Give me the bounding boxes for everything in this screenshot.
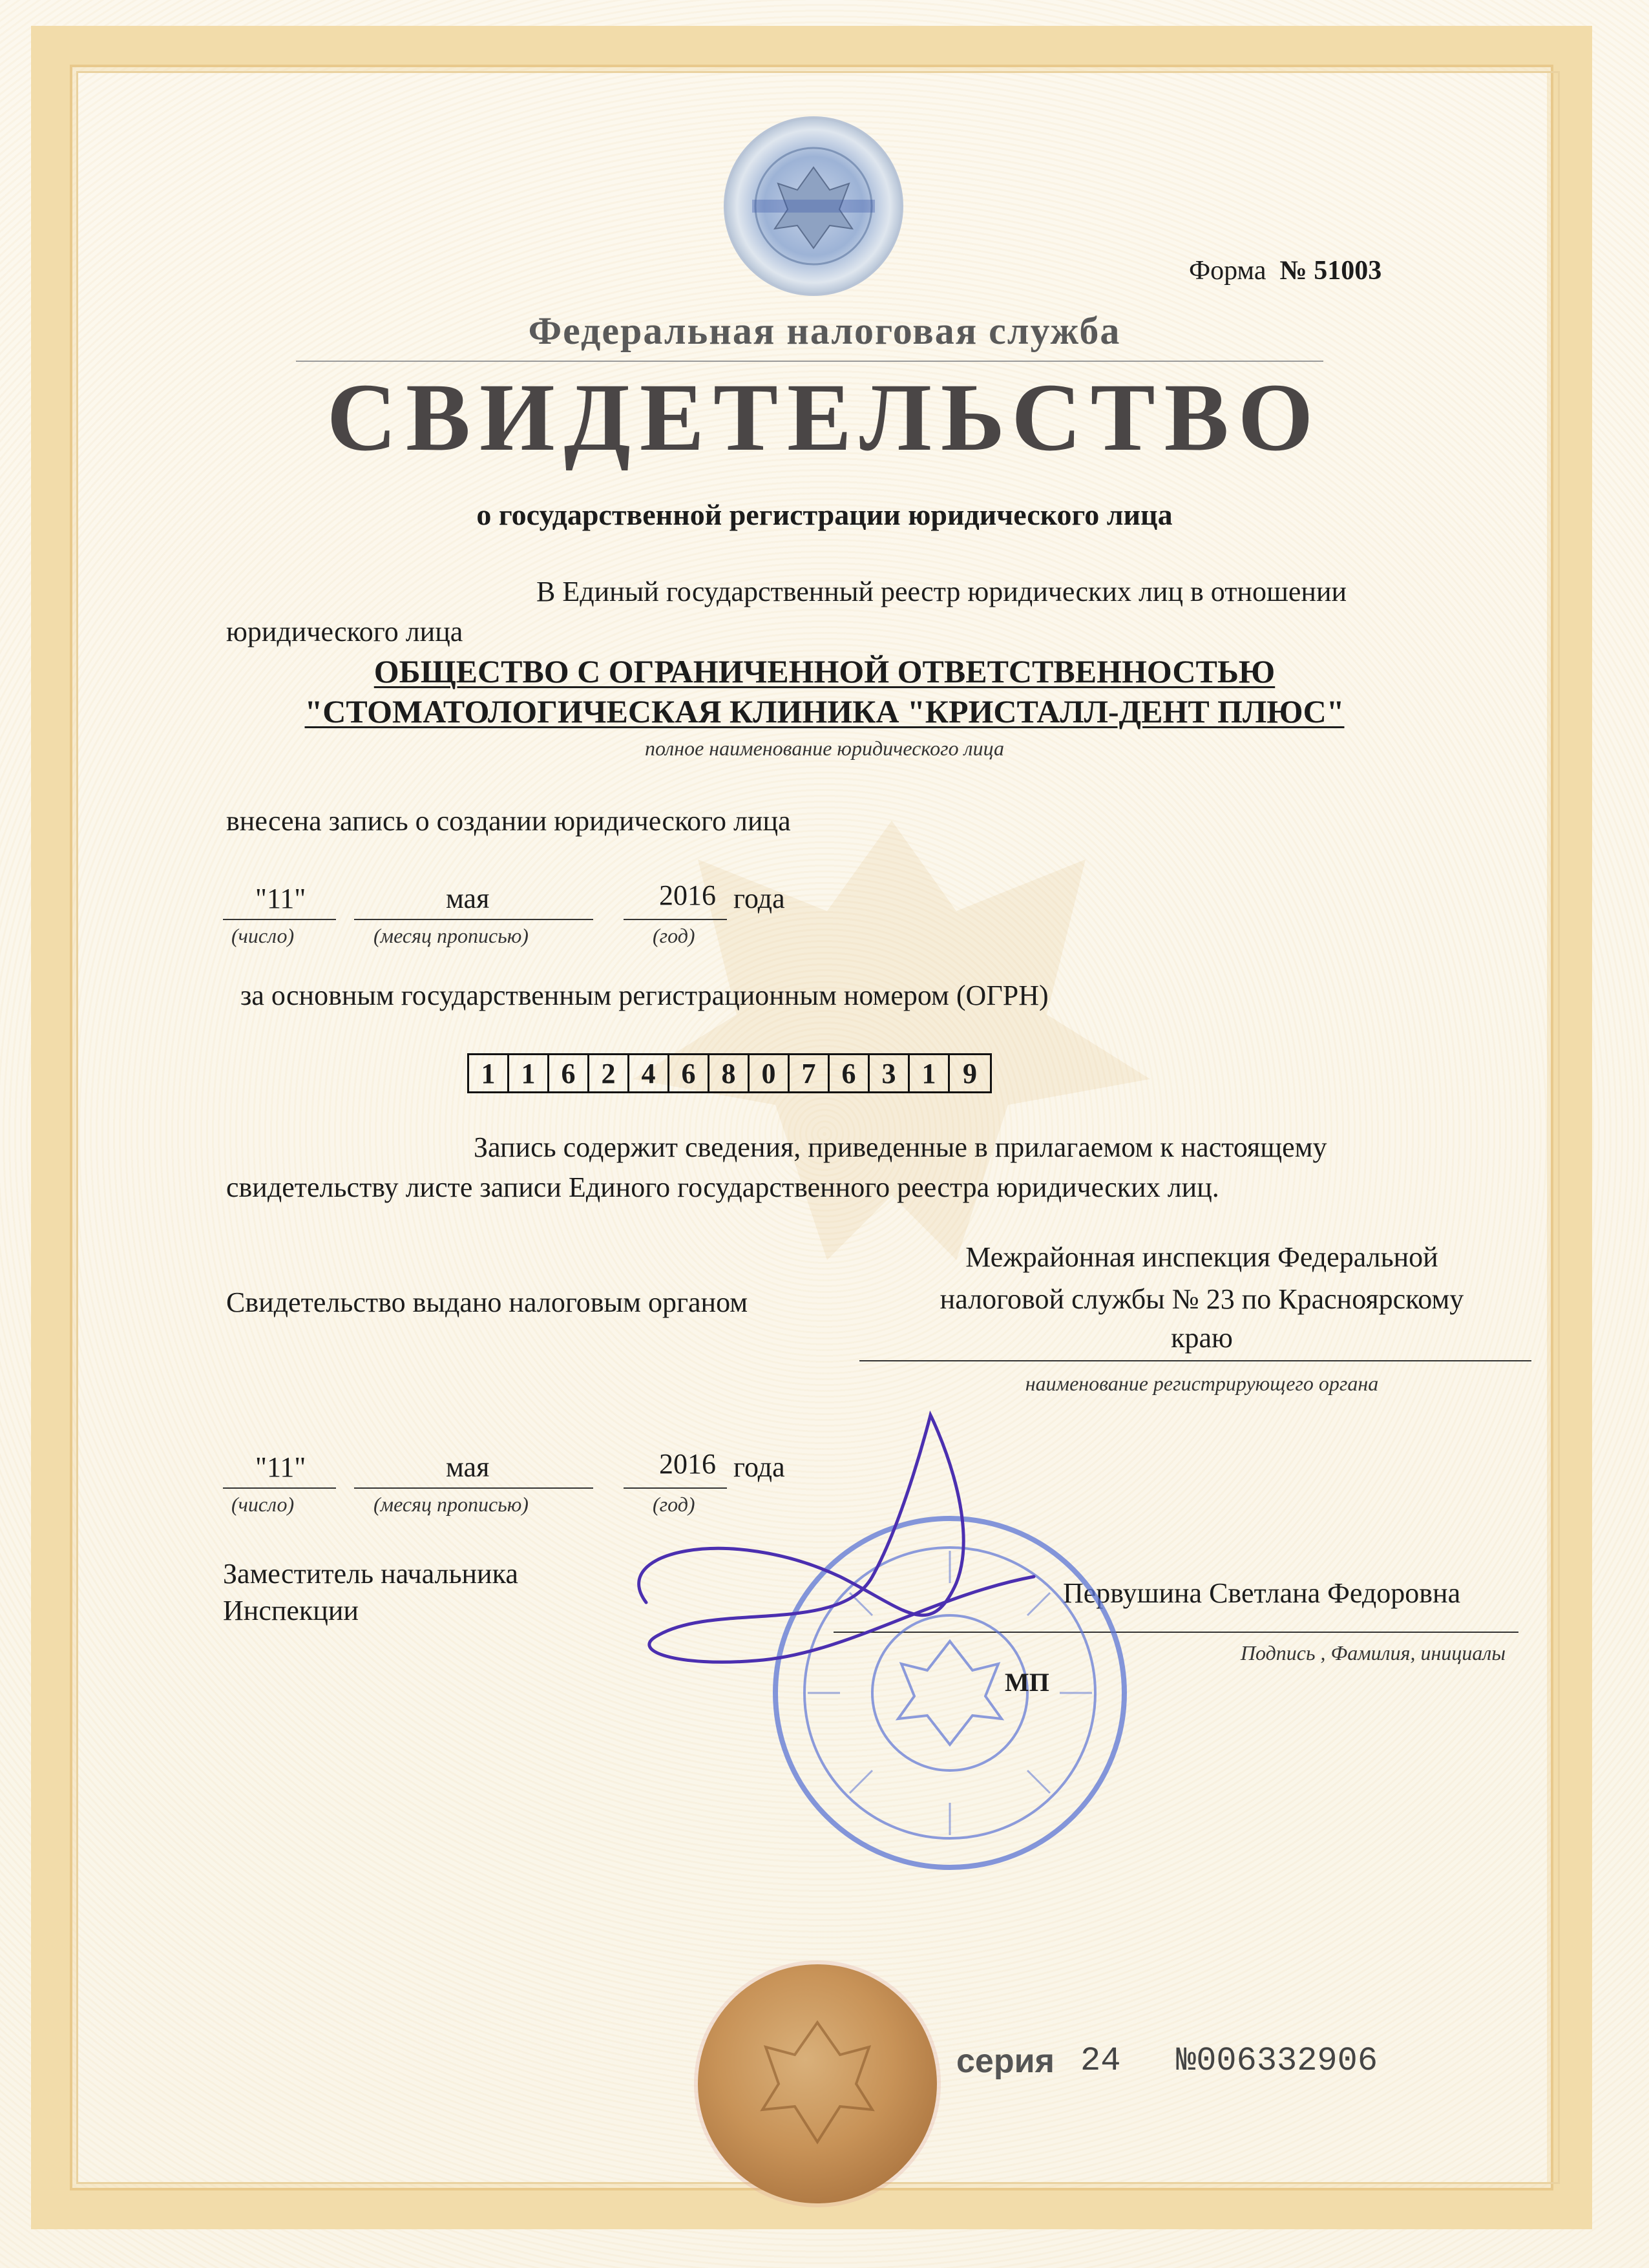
- form-label: Форма: [1189, 256, 1266, 286]
- series-number: №006332906: [1176, 2042, 1378, 2080]
- authority-line-2: налоговой службы № 23 по Красноярскому: [940, 1283, 1464, 1315]
- ogrn-digit: 2: [589, 1055, 629, 1091]
- contents-line-2: свидетельству листе записи Единого государственного реестра юридических лиц.: [226, 1171, 1219, 1203]
- document-subtitle: о государственной регистрации юридического лица: [476, 498, 1173, 531]
- record-year-underline: [624, 919, 727, 920]
- handwritten-signature-icon: [569, 1389, 1124, 1699]
- issue-month: мая: [446, 1451, 490, 1483]
- signatory-name: Первушина Светлана Федоровна: [1063, 1577, 1461, 1609]
- record-month-underline: [354, 919, 593, 920]
- authority-underline: [859, 1360, 1531, 1361]
- ogrn-label: за основным государственным регистрационным номером (ОГРН): [240, 980, 1049, 1011]
- issue-year-caption: (год): [653, 1493, 695, 1516]
- record-month-caption: (месяц прописью): [373, 924, 529, 947]
- issue-day: "11": [255, 1451, 306, 1483]
- form-number: [1189, 255, 1381, 286]
- ogrn-digit: 6: [830, 1055, 870, 1091]
- document-title: СВИДЕТЕЛЬСТВО: [326, 364, 1323, 471]
- ogrn-digit: 6: [669, 1055, 709, 1091]
- record-month: мая: [446, 883, 490, 914]
- org-name-line-1: ОБЩЕСТВО С ОГРАНИЧЕННОЙ ОТВЕТСТВЕННОСТЬЮ: [373, 653, 1276, 689]
- issue-year-suffix: года: [733, 1451, 785, 1483]
- issue-year: 2016: [659, 1448, 716, 1480]
- issue-month-underline: [354, 1487, 593, 1489]
- authority-caption: наименование регистрирующего органа: [1025, 1372, 1379, 1395]
- contents-line-1: Запись содержит сведения, приведенные в прилагаемом к настоящему: [474, 1131, 1327, 1163]
- ogrn-digit: 8: [709, 1055, 750, 1091]
- form-code: № 51003: [1279, 256, 1382, 286]
- series-code: 24: [1080, 2042, 1121, 2080]
- signatory-position-2: Инспекции: [223, 1595, 359, 1626]
- seal-place-marker: МП: [1005, 1668, 1049, 1697]
- ogrn-digit: 1: [509, 1055, 549, 1091]
- record-day-caption: (число): [231, 924, 295, 947]
- issuing-service: Федеральная налоговая служба: [528, 310, 1121, 352]
- record-day-underline: [223, 919, 336, 920]
- org-name-line-2: "СТОМАТОЛОГИЧЕСКАЯ КЛИНИКА "КРИСТАЛЛ-ДЕНТ ПЛЮС": [304, 693, 1345, 730]
- issue-day-underline: [223, 1487, 336, 1489]
- intro-line-2: юридического лица: [226, 616, 463, 647]
- ogrn-number-boxes: [467, 1053, 992, 1093]
- record-year-suffix: года: [733, 883, 785, 914]
- record-text: внесена запись о создании юридического лица: [226, 805, 791, 837]
- ogrn-digit: 9: [963, 1057, 977, 1089]
- gold-seal-icon: [698, 1964, 937, 2203]
- org-name-caption: полное наименование юридического лица: [645, 737, 1004, 760]
- authority-line-1: Межрайонная инспекция Федеральной: [965, 1241, 1438, 1273]
- ogrn-digit: 0: [750, 1055, 790, 1091]
- ogrn-digit: 6: [549, 1055, 589, 1091]
- ogrn-digit: 4: [629, 1055, 669, 1091]
- issuer-label: Свидетельство выдано налоговым органом: [226, 1286, 748, 1318]
- intro-line-1: В Единый государственный реестр юридических лиц в отношении: [536, 576, 1347, 607]
- record-year: 2016: [659, 879, 716, 911]
- record-year-caption: (год): [653, 924, 695, 947]
- ogrn-digit: 1: [910, 1055, 950, 1091]
- hologram-emblem-icon: [724, 116, 903, 296]
- issue-day-caption: (число): [231, 1493, 295, 1516]
- authority-line-3: краю: [1171, 1322, 1233, 1354]
- issue-month-caption: (месяц прописью): [373, 1493, 529, 1516]
- record-day: "11": [255, 883, 306, 914]
- ogrn-digit: 3: [870, 1055, 910, 1091]
- ogrn-digit: 1: [469, 1055, 509, 1091]
- signature-caption: Подпись , Фамилия, инициалы: [1240, 1641, 1506, 1664]
- ogrn-digit: 7: [790, 1055, 830, 1091]
- series-label: серия: [956, 2042, 1055, 2080]
- signatory-position-1: Заместитель начальника: [223, 1558, 518, 1590]
